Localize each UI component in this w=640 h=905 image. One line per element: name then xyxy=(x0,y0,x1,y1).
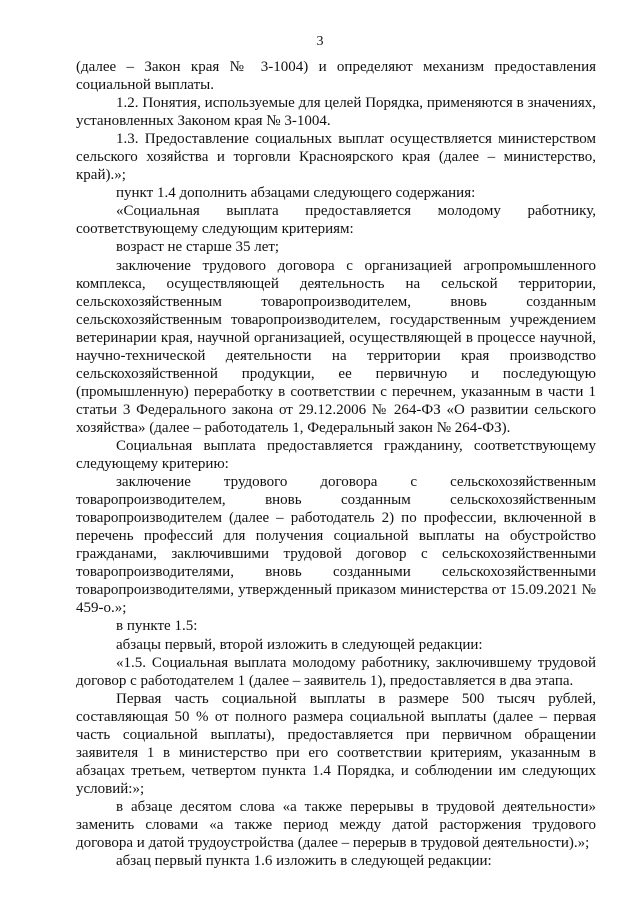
paragraph: абзац первый пункта 1.6 изложить в следующей редакции: xyxy=(116,853,492,870)
paragraph: «1.5. Социальная выплата молодому работнику, заключившему трудовой договор с работодателем 1 (далее – заявитель 1), предоставляется в два этапа. xyxy=(76,654,596,689)
page-number: 3 xyxy=(316,34,324,49)
paragraph: 1.2. Понятия, используемые для целей Порядка, применяются в значениях, установленных Законом края № 3-1004. xyxy=(76,95,596,130)
paragraph: Социальная выплата предоставляется гражданину, соответствующему следующему критерию: xyxy=(76,437,596,473)
paragraph: в пункте 1.5: xyxy=(116,618,198,635)
document-body xyxy=(76,58,596,870)
paragraph: (далее – Закон края № 3-1004) и определяют механизм предоставления социальной выплаты. xyxy=(76,59,596,94)
paragraph: пункт 1.4 дополнить абзацами следующего содержания: xyxy=(116,185,476,202)
paragraph: «Социальная выплата предоставляется молодому работнику, соответствующему следующим критериям: xyxy=(76,203,596,238)
paragraph: абзацы первый, второй изложить в следующей редакции: xyxy=(116,636,483,653)
paragraph: 1.3. Предоставление социальных выплат осуществляется министерством сельского хозяйства и торговли Красноярского края (далее – министерство, край).»; xyxy=(76,131,596,184)
paragraph: возраст не старше 35 лет; xyxy=(116,239,280,256)
paragraph: Первая часть социальной выплаты в размере 500 тысяч рублей, составляющая 50 % от полного размера социальной выплаты (далее – первая часть социальной выплаты), предоставляется при первичном обращении заявителя 1 в министерство при его соответствии критериям, указанным в абзацах третьем, четвертом пункта 1.4 Порядка, и соблюдении им следующих условий:»; xyxy=(76,690,596,797)
paragraph: заключение трудового договора с сельскохозяйственным товаропроизводителем, вновь созданным сельскохозяйственным товаропроизводителем (далее – работодатель 2) по профессии, включенной в перечень профессий для получения социальной выплаты на обустройство гражданами, заключившими трудовой договор с сельскохозяйственными товаропроизводителями, вновь созданными сельскохозяйственными товаропроизводителями, утвержденный приказом министерства от 15.09.2021 № 459-о.»; xyxy=(76,474,596,617)
paragraph: заключение трудового договора с организацией агропромышленного комплекса, осуществляющей деятельность на сельской территории, сельскохозяйственным товаропроизводителем, вновь созданным сельскохозяйственным товаропроизводителем, государственным учреждением ветеринарии края, научной организацией, осуществляющей в процессе научной, научно-технической деятельности на территории края производство сельскохозяйственной продукции, ее первичную и последующую (промышленную) переработку в соответствии с перечнем, указанным в части 1 статьи 3 Федерального закона от 29.12.2006 № 264-ФЗ «О развитии сельского хозяйства» (далее – работодатель 1, Федеральный закон № 264-ФЗ). xyxy=(76,257,596,436)
paragraph: в абзаце десятом слова «а также перерывы в трудовой деятельности» заменить словами «а также период между датой расторжения трудового договора и датой трудоустройства (далее – перерыв в трудовой деятельности).»; xyxy=(76,798,596,852)
